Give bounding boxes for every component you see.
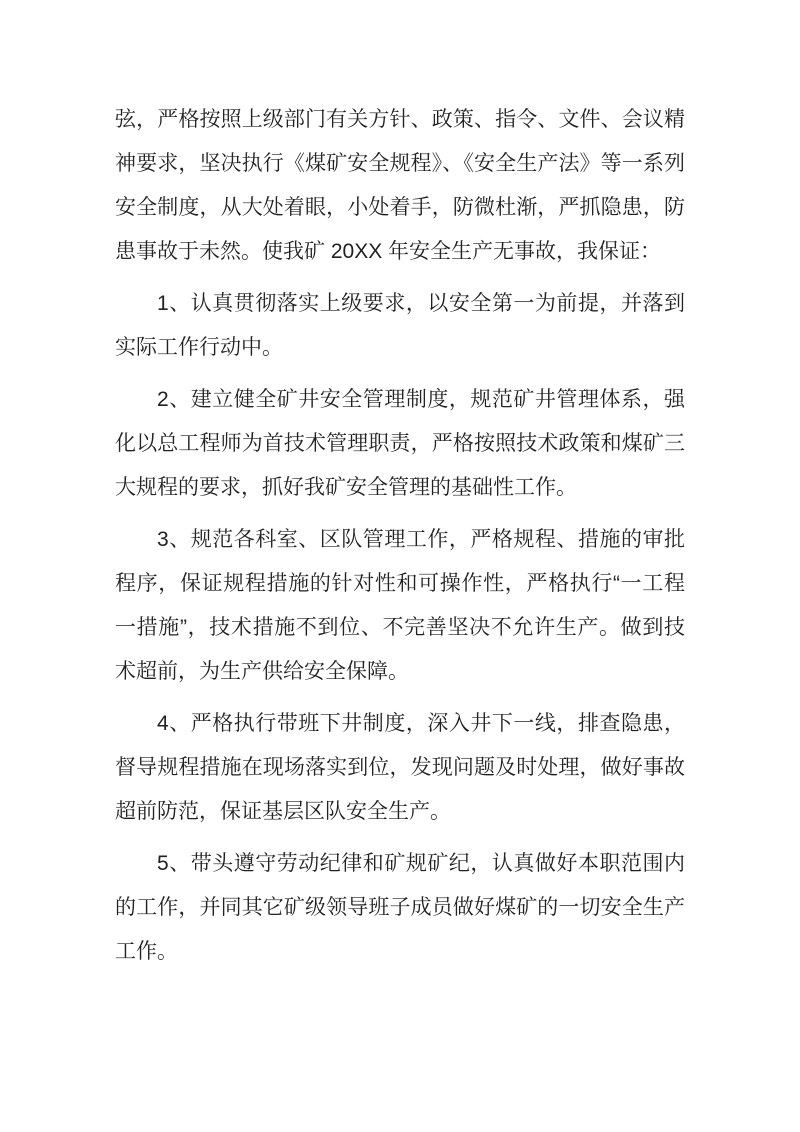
paragraph-intro-continuation: 弦，严格按照上级部门有关方针、政策、指令、文件、会议精神要求，坚决执行《煤矿安全规程》、《安全生产法》等一系列安全制度，从大处着眼，小处着手，防微杜渐，严抓隐患，防患事故于未然。使我矿 20XX 年安全生产无事故，我保证： bbox=[115, 108, 685, 263]
paragraph-item-1: 1、认真贯彻落实上级要求，以安全第一为前提，并落到实际工作行动中。 bbox=[115, 292, 685, 359]
paragraph-item-5: 5、带头遵守劳动纪律和矿规矿纪，认真做好本职范围内的工作，并同其它矿级领导班子成员做好煤矿的一切安全生产工作。 bbox=[115, 852, 685, 963]
paragraph-item-4: 4、严格执行带班下井制度，深入井下一线，排查隐患，督导规程措施在现场落实到位，发现问题及时处理，做好事故超前防范，保证基层区队安全生产。 bbox=[115, 712, 685, 823]
paragraph-item-2: 2、建立健全矿井安全管理制度，规范矿井管理体系，强化以总工程师为首技术管理职责，严格按照技术政策和煤矿三大规程的要求，抓好我矿安全管理的基础性工作。 bbox=[115, 388, 685, 499]
paragraph-item-3: 3、规范各科室、区队管理工作，严格规程、措施的审批程序，保证规程措施的针对性和可操作性，严格执行“一工程一措施”，技术措施不到位、不完善坚决不允许生产。做到技术超前，为生产供给安全保障。 bbox=[115, 528, 685, 683]
